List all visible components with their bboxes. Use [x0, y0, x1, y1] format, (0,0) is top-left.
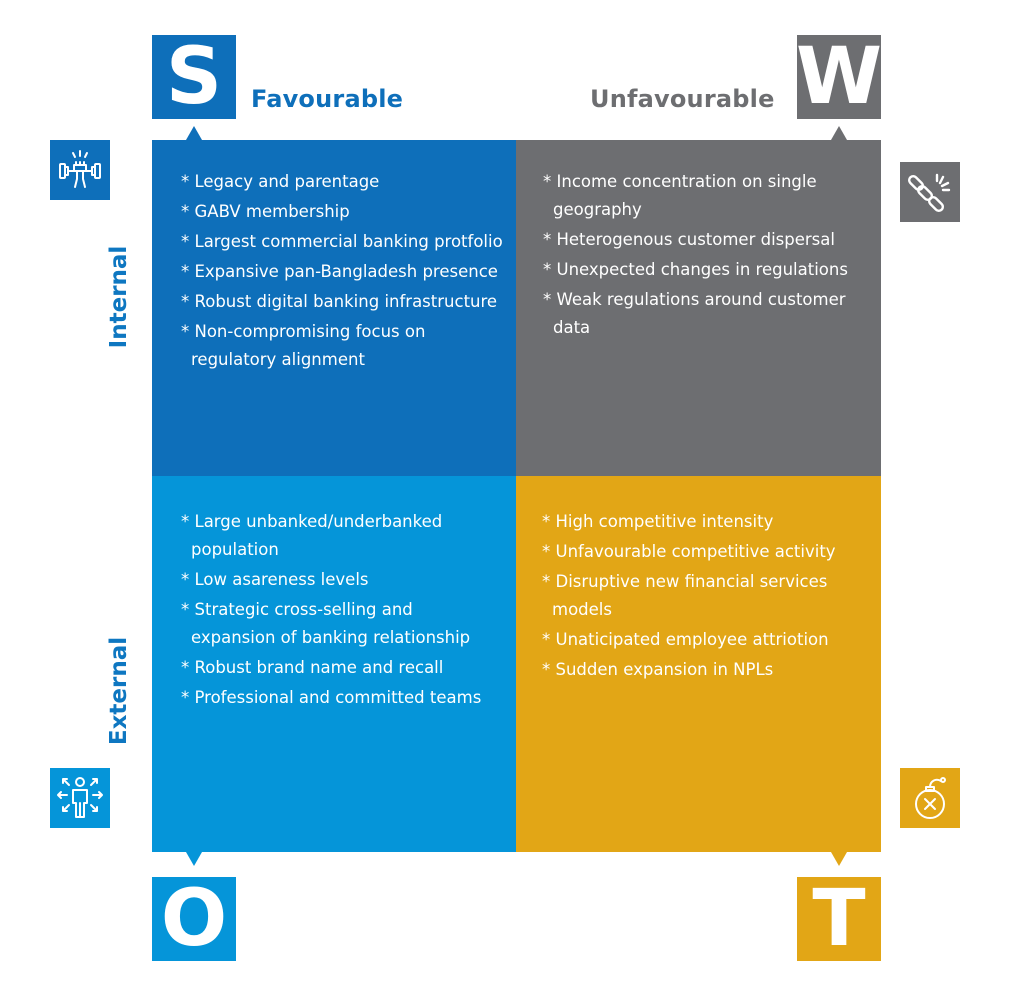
- list-item-text: models: [552, 600, 612, 619]
- list-item-text: * Large unbanked/underbanked: [181, 512, 443, 531]
- threat-icon-box: [900, 768, 960, 828]
- threats-letter: T: [812, 874, 866, 964]
- bomb-icon: [905, 773, 955, 823]
- weakness-icon-box: [900, 162, 960, 222]
- strengths-quadrant: [152, 140, 516, 476]
- list-item-text: * Heterogenous customer dispersal: [543, 230, 835, 249]
- opportunities-quadrant: [152, 476, 516, 852]
- list-item: [181, 168, 516, 196]
- weaknesses-notch: [831, 126, 847, 140]
- strength-icon-box: [50, 140, 110, 200]
- unfavourable-heading: Unfavourable: [590, 85, 775, 113]
- list-item: [181, 596, 516, 652]
- list-item-text: * Robust brand name and recall: [181, 658, 444, 677]
- broken-chain-icon: [907, 169, 953, 215]
- strengths-letter: S: [165, 32, 223, 122]
- list-item-text: * Disruptive new financial services: [542, 572, 828, 591]
- list-item: [542, 626, 881, 654]
- list-item-text: * Expansive pan-Bangladesh presence: [181, 262, 498, 281]
- list-item: [542, 508, 881, 536]
- list-item-text: * Income concentration on single: [543, 172, 817, 191]
- opportunities-letter-box: [152, 874, 236, 964]
- list-item-text: * Professional and committed teams: [181, 688, 482, 707]
- list-item: [542, 538, 881, 566]
- list-item-text: * GABV membership: [181, 202, 350, 221]
- list-item: [181, 508, 516, 564]
- opportunities-notch: [186, 852, 202, 866]
- threats-quadrant: [516, 476, 881, 852]
- list-item: [543, 168, 881, 224]
- list-item-text: * High competitive intensity: [542, 512, 774, 531]
- threats-letter-box: [797, 874, 881, 964]
- list-item-text: * Low asareness levels: [181, 570, 369, 589]
- list-item-text: data: [553, 318, 591, 337]
- list-item: [181, 654, 516, 682]
- threats-notch: [831, 852, 847, 866]
- threats-list: [542, 508, 881, 684]
- list-item-text: * Robust digital banking infrastructure: [181, 292, 498, 311]
- list-item-text: * Weak regulations around customer: [543, 290, 846, 309]
- list-item: [542, 656, 881, 684]
- list-item: [543, 256, 881, 284]
- favourable-heading: Favourable: [251, 85, 404, 113]
- strengths-notch: [186, 126, 202, 140]
- list-item: [543, 226, 881, 254]
- list-item-text: population: [191, 540, 279, 559]
- list-item-text: regulatory alignment: [191, 350, 365, 369]
- list-item: [181, 258, 516, 286]
- list-item-text: * Unexpected changes in regulations: [543, 260, 848, 279]
- weaknesses-list: [543, 168, 881, 342]
- opportunities-list: [181, 508, 516, 712]
- list-item-text: * Unaticipated employee attriotion: [542, 630, 829, 649]
- list-item: [542, 568, 881, 624]
- weaknesses-quadrant: [516, 140, 881, 476]
- list-item: [181, 684, 516, 712]
- opportunity-icon-box: [50, 768, 110, 828]
- list-item: [181, 288, 516, 316]
- strength-fist-icon: [57, 147, 103, 193]
- strengths-letter-box: [152, 32, 236, 122]
- list-item-text: * Strategic cross-selling and: [181, 600, 413, 619]
- person-arrows-icon: [55, 773, 105, 823]
- list-item-text: * Non-compromising focus on: [181, 322, 426, 341]
- list-item: [181, 228, 516, 256]
- list-item-text: * Largest commercial banking protfolio: [181, 232, 503, 251]
- list-item: [181, 198, 516, 226]
- list-item: [181, 318, 516, 374]
- opportunities-letter: O: [160, 874, 228, 964]
- list-item-text: * Unfavourable competitive activity: [542, 542, 836, 561]
- list-item-text: * Sudden expansion in NPLs: [542, 660, 774, 679]
- external-axis-label: External: [106, 636, 132, 746]
- list-item: [181, 566, 516, 594]
- strengths-list: [181, 168, 516, 374]
- weaknesses-letter-box: [795, 32, 883, 122]
- list-item-text: geography: [553, 200, 642, 219]
- internal-axis-label: Internal: [106, 245, 132, 349]
- list-item-text: * Legacy and parentage: [181, 172, 380, 191]
- weaknesses-letter: W: [795, 32, 883, 122]
- list-item: [543, 286, 881, 342]
- list-item-text: expansion of banking relationship: [191, 628, 471, 647]
